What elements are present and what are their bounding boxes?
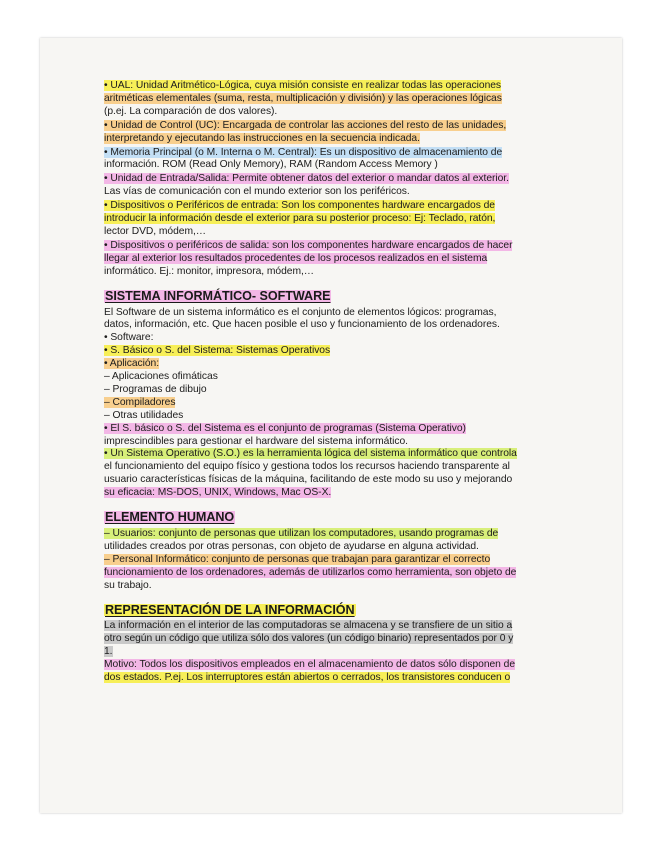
text-line: Las vías de comunicación con el mundo exterior son los periféricos. [104,186,410,198]
text-line: datos, información, etc. Que hacen posible el uso y funcionamiento de los ordenadores. [104,319,500,331]
text-line: • Dispositivos o Periféricos de entrada: Son los componentes hardware encargados de [104,200,495,212]
text-line: su eficacia: MS-DOS, UNIX, Windows, Mac OS-X. [104,487,332,499]
text-line: • Aplicación: [104,358,160,370]
text-line: el funcionamiento del equipo físico y gestiona todos los recursos haciendo transparente al [104,461,510,473]
section-heading-elemento-humano: ELEMENTO HUMANO [105,510,235,525]
text-line: aritméticas elementales (suma, resta, multiplicación y división) y las operaciones lógicas [104,92,502,104]
text-line: • Un Sistema Operativo (S.O.) es la herramienta lógica del sistema informático que controla [104,448,517,460]
text-line: • Software: [104,332,154,344]
text-line: La información en el interior de las computadoras se almacena y se transfiere de un sitio a [104,620,513,632]
paragraph-perifericos-salida [104,240,544,279]
paragraph-ual [104,80,544,119]
text-line: lector DVD, módem,… [104,225,207,237]
text-line: 1. [104,646,113,658]
paragraph-entrada-salida [104,173,544,199]
text-line: • Dispositivos o periféricos de salida: son los componentes hardware encargados de hacer [104,239,513,251]
text-line: usuario características físicas de la máquina, facilitando de este modo su uso y mejorando [104,474,513,486]
text-line: – Aplicaciones ofimáticas [104,371,218,383]
text-line: – Programas de dibujo [104,383,207,395]
text-line: • UAL: Unidad Aritmético-Lógica, cuya misión consiste en realizar todas las operaciones [104,80,502,91]
text-line: información. ROM (Read Only Memory), RAM (Random Access Memory ) [104,159,438,171]
section-heading-software: SISTEMA INFORMÁTICO- SOFTWARE [105,288,331,303]
text-line: (p.ej. La comparación de dos valores). [104,105,278,117]
text-line: llegar al exterior los resultados procedentes de los procesos realizados en el sistema [104,252,488,264]
section-software-body [104,307,544,501]
paragraph-perifericos-entrada [104,200,544,239]
text-line: – Personal Informático: conjunto de personas que trabajan para garantizar el correcto [104,553,491,565]
text-line: El Software de un sistema informático es el conjunto de elementos lógicos: programas, [104,306,497,318]
text-line: interpretando y ejecutando las instrucciones en la secuencia indicada. [104,132,420,144]
section-humano-body [104,528,544,593]
text-line: otro según un código que utiliza sólo dos valores (un código binario) representados por 0 y [104,633,514,645]
text-line: imprescindibles para gestionar el hardware del sistema informático. [104,435,408,447]
text-line: • Unidad de Control (UC): Encargada de controlar las acciones del resto de las unidades, [104,119,507,131]
document-body [104,80,544,686]
text-line: dos estados. P.ej. Los interruptores están abiertos o cerrados, los transistores conducen o [104,672,511,684]
paragraph-unidad-control [104,120,544,146]
text-line: • Unidad de Entrada/Salida: Permite obtener datos del exterior o mandar datos al exterior. [104,173,509,185]
section-representacion-body [104,620,544,685]
text-line: • S. Básico o S. del Sistema: Sistemas Operativos [104,345,331,357]
text-line: su trabajo. [104,579,152,591]
text-line: Motivo: Todos los dispositivos empleados en el almacenamiento de datos sólo disponen de [104,659,516,671]
text-line: – Usuarios: conjunto de personas que utilizan los computadores, usando programas de [104,528,499,539]
text-line: • Memoria Principal (o M. Interna o M. Central): Es un dispositivo de almacenamiento de [104,146,503,158]
text-line: • El S. básico o S. del Sistema es el conjunto de programas (Sistema Operativo) [104,422,466,434]
text-line: – Otras utilidades [104,409,184,421]
text-line: introducir la información desde el exterior para su posterior proceso: Ej: Teclado, ratón, [104,213,496,225]
paragraph-memoria-principal [104,147,544,173]
text-line: utilidades creados por otras personas, con objeto de ayudarse en alguna actividad. [104,540,479,552]
section-heading-representacion: REPRESENTACIÓN DE LA INFORMACIÓN [105,602,355,617]
text-line: funcionamiento de los ordenadores, además de utilizarlos como herramienta, son objeto de [104,566,517,578]
text-line: – Compiladores [104,396,176,408]
text-line: informático. Ej.: monitor, impresora, módem,… [104,265,315,277]
